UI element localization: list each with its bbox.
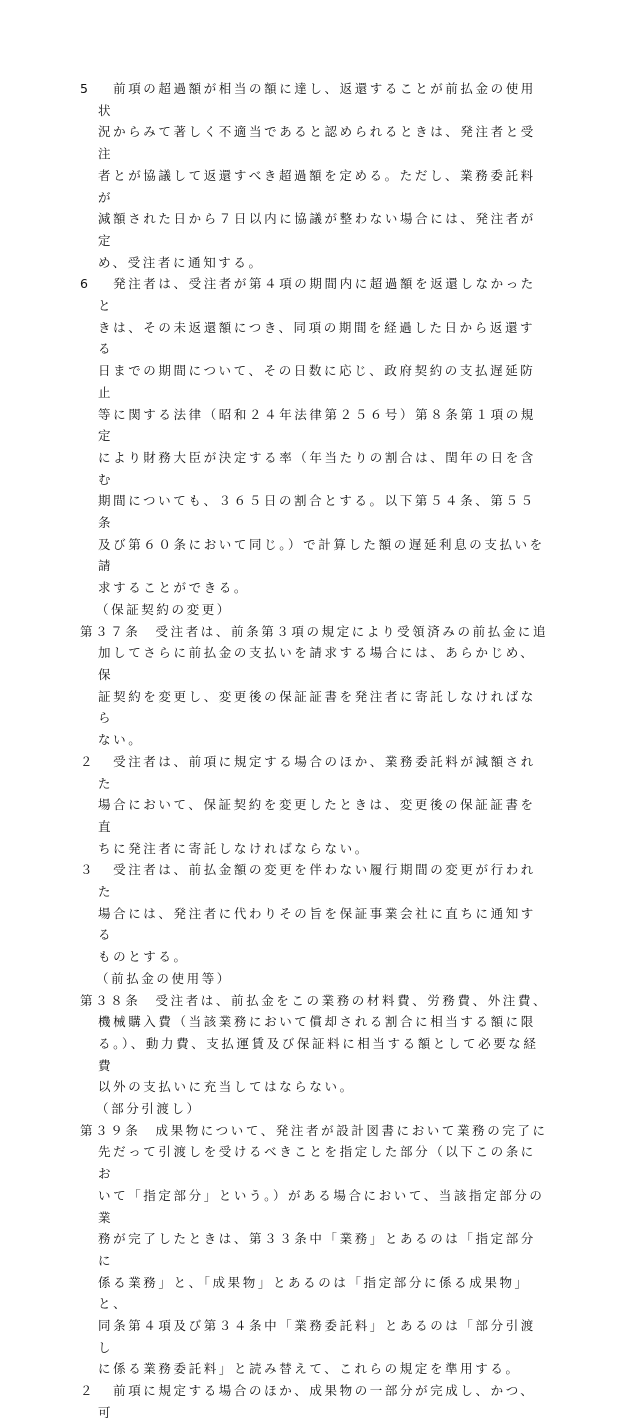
article-38 bbox=[80, 990, 550, 1099]
article-37 bbox=[80, 621, 550, 751]
article-line: 先だって引渡しを受けるべきことを指定した部分（以下この条にお bbox=[98, 1144, 536, 1182]
document-body bbox=[80, 78, 550, 1424]
paragraph-text: 発注者は、受注者が第４項の期間内に超過額を返還しなかったと きは、その未返還額につき、同項の期間を経過した日から返還する 日までの期間について、その日数に応じ、政府契約の支払遅延防止 等に関する法律（昭和２４年法律第２５６号）第８条第１項の規定 により財務大臣が決定する率（年当たりの割合は、閏年の日を含む 期間についても、３６５日の割合とする。以下第５４条、第５５条 及び第６０条において同じ。）で計算した額の遅延利息の支払いを請 求することができる。 bbox=[98, 276, 545, 596]
paragraph-5 bbox=[80, 78, 550, 273]
article-text bbox=[80, 990, 550, 1099]
paragraph-text: 受注者は、前払金額の変更を伴わない履行期間の変更が行われた 場合には、発注者に代わりその旨を保証事業会社に直ちに通知する ものとする。 bbox=[98, 862, 536, 965]
paragraph-number: ３ bbox=[80, 862, 96, 878]
article-text bbox=[80, 621, 550, 751]
section-heading-guarantee-change: （保証契約の変更） bbox=[96, 601, 232, 617]
article-line: 第３９条 成果物について、発注者が設計図書において業務の完了に bbox=[80, 1122, 548, 1138]
article-line: ない。 bbox=[98, 732, 144, 748]
article-line: いて「指定部分」という。）がある場合において、当該指定部分の業 bbox=[98, 1187, 545, 1225]
article-line: 同条第４項及び第３４条中「業務委託料」とあるのは「部分引渡し bbox=[98, 1318, 536, 1355]
section-heading-advance-use: （前払金の使用等） bbox=[96, 970, 232, 986]
paragraph-text: 前項の超過額が相当の額に達し、返還することが前払金の使用状 況からみて著しく不適当であると認められるときは、発注者と受注 者とが協議して返還すべき超過額を定める。ただし、業務委託料が 減額された日から７日以内に協議が整わない場合には、発注者が定 め、受注者に通知する。 bbox=[98, 81, 536, 270]
article-line: 機械購入費（当該業務において償却される割合に相当する額に限 bbox=[98, 1014, 536, 1030]
article-line: 務が完了したときは、第３３条中「業務」とあるのは「指定部分に bbox=[98, 1231, 536, 1268]
article-line: 加してさらに前払金の支払いを請求する場合には、あらかじめ、保 bbox=[98, 645, 536, 682]
article-line: に係る業務委託料」と読み替えて、これらの規定を準用する。 bbox=[98, 1361, 521, 1377]
article-text bbox=[80, 1120, 550, 1380]
article-line: 証契約を変更し、変更後の保証証書を発注者に寄託しなければなら bbox=[98, 688, 536, 726]
paragraph-text: 前項に規定する場合のほか、成果物の一部分が完成し、かつ、可 bbox=[98, 1383, 536, 1420]
article-39 bbox=[80, 1120, 550, 1380]
article-line: 第３７条 受注者は、前条第３項の規定により受領済みの前払金に追 bbox=[80, 623, 549, 639]
article-line: 以外の支払いに充当してはならない。 bbox=[98, 1079, 355, 1095]
paragraph-37-3 bbox=[80, 859, 550, 968]
paragraph-6 bbox=[80, 273, 550, 599]
paragraph-number: 5 bbox=[80, 81, 91, 96]
paragraph-39-2 bbox=[80, 1380, 550, 1423]
paragraph-number: 6 bbox=[80, 276, 91, 292]
article-line: る。）、動力費、支払運賃及び保証料に相当する額として必要な経費 bbox=[98, 1035, 539, 1073]
article-line: 第３８条 受注者は、前払金をこの業務の材料費、労務費、外注費、 bbox=[80, 992, 549, 1008]
section-heading-partial-delivery: （部分引渡し） bbox=[96, 1101, 202, 1117]
paragraph-number: ２ bbox=[80, 753, 96, 769]
article-line: 係る業務」と、「成果物」とあるのは「指定部分に係る成果物」と、 bbox=[98, 1274, 530, 1312]
paragraph-number: ２ bbox=[80, 1383, 96, 1399]
paragraph-text: 受注者は、前項に規定する場合のほか、業務委託料が減額された 場合において、保証契約を変更したときは、変更後の保証証書を直 ちに発注者に寄託しなければならない。 bbox=[98, 753, 536, 856]
paragraph-37-2 bbox=[80, 751, 550, 860]
